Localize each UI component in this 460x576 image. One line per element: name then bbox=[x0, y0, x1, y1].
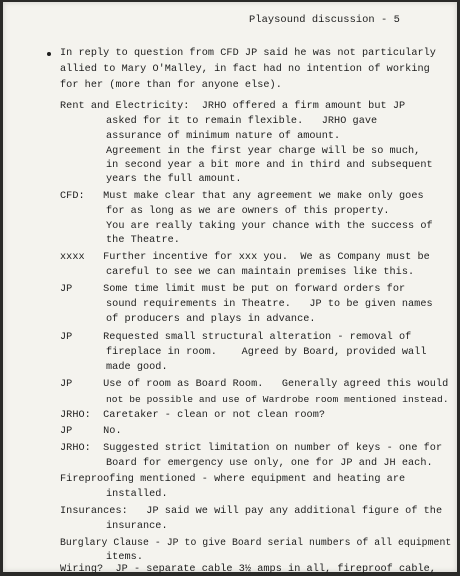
text-line: installed. bbox=[106, 489, 168, 500]
text-line: for as long as we are owners of this property. bbox=[106, 206, 390, 217]
text-line: for her (more than for anyone else). bbox=[60, 80, 282, 91]
text-line: Agreement in the first year charge will be so much, bbox=[106, 146, 421, 157]
text-line: JP Use of room as Board Room. Generally agreed this would bbox=[60, 379, 449, 390]
text-line: You are really taking your chance with the success of bbox=[106, 221, 433, 232]
text-line: not be possible and use of Wardrobe room mentioned instead. bbox=[106, 394, 449, 405]
text-line: in second year a bit more and in third and subsequent bbox=[106, 160, 433, 171]
text-line: made good. bbox=[106, 362, 168, 373]
text-line: JRHO: Suggested strict limitation on number of keys - one for bbox=[60, 443, 443, 454]
text-line: assurance of minimum nature of amount. bbox=[106, 131, 341, 142]
text-line: asked for it to remain flexible. JRHO gave bbox=[106, 116, 378, 127]
text-line: items. bbox=[106, 552, 143, 563]
text-line: fireplace in room. Agreed by Board, provided wall bbox=[106, 347, 427, 358]
text-line: Board for emergency use only, one for JP and JH each. bbox=[106, 458, 433, 469]
text-line: sound requirements in Theatre. JP to be given names bbox=[106, 299, 433, 310]
text-line: In reply to question from CFD JP said he was not particularly bbox=[60, 48, 436, 59]
text-line: xxxx Further incentive for xxx you. We as Company must be bbox=[60, 252, 430, 263]
text-line: JP Some time limit must be put on forward orders for bbox=[60, 284, 406, 295]
bullet-mark bbox=[47, 52, 51, 56]
text-line: Fireproofing mentioned - where equipment and heating are bbox=[60, 474, 406, 485]
text-line: CFD: Must make clear that any agreement we make only goes bbox=[60, 191, 424, 202]
text-line: Burglary Clause - JP to give Board serial numbers of all equipment bbox=[60, 537, 452, 548]
text-line: years the full amount. bbox=[106, 174, 242, 185]
text-line: allied to Mary O'Malley, in fact had no intention of working bbox=[60, 64, 430, 75]
document-page bbox=[3, 2, 457, 575]
text-line: the Theatre. bbox=[106, 235, 180, 246]
text-line: of producers and plays in advance. bbox=[106, 314, 316, 325]
text-line: JP No. bbox=[60, 426, 122, 437]
text-line: insurance. bbox=[106, 521, 168, 532]
page-header: Playsound discussion - 5 bbox=[249, 14, 400, 26]
text-line: Wiring? JP - separate cable 3½ amps in all, fireproof cable, bbox=[60, 564, 436, 575]
text-line: JRHO: Caretaker - clean or not clean room? bbox=[60, 410, 326, 421]
text-line: Rent and Electricity: JRHO offered a firm amount but JP bbox=[60, 101, 406, 112]
text-line: careful to see we can maintain premises like this. bbox=[106, 267, 415, 278]
text-line: JP Requested small structural alteration - removal of bbox=[60, 332, 412, 343]
text-line: Insurances: JP said we will pay any additional figure of the bbox=[60, 506, 443, 517]
